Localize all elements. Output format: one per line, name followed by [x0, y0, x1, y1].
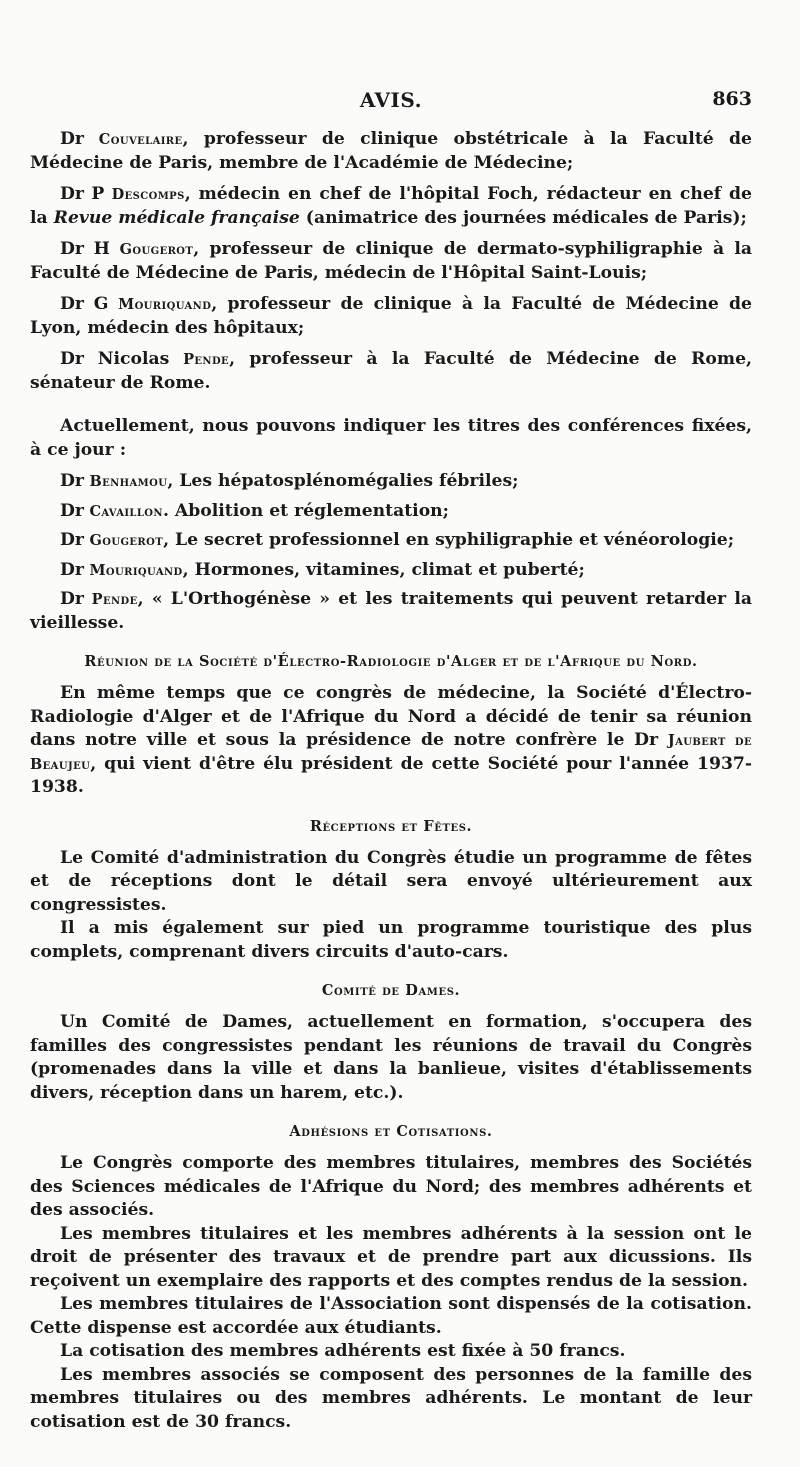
- member-initial: H: [93, 239, 110, 259]
- speaker-name: Mouriquand: [89, 561, 183, 579]
- doctor-title: Dr: [60, 294, 84, 314]
- conference-item: [30, 470, 752, 494]
- president-name: Jaubert de Beaujeu: [30, 732, 752, 773]
- adhesions-paragraph: Les membres titulaires et les membres adhérents à la session ont le droit de présenter des travaux et de prendre part aux dicussions. Ils reçoivent un exemplaire des rapports et des comptes rendus de la session.: [30, 1223, 752, 1291]
- conference-item: [30, 500, 752, 524]
- conferences-intro: Actuellement, nous pouvons indiquer les titres des conférences fixées, à ce jour :: [30, 416, 752, 460]
- member-initial: Nicolas: [97, 349, 170, 369]
- section-title-reunion: Réunion de la Société d'Électro-Radiologie d'Alger et de l'Afrique du Nord.: [84, 653, 698, 670]
- conference-topic: , Hormones, vitamines, climat et puberté;: [182, 559, 585, 580]
- speaker-name: Gougerot: [89, 532, 164, 549]
- doctor-title: Dr: [60, 349, 84, 369]
- member-description: , professeur de clinique à la Faculté de Médecine de Lyon, médecin des hôpitaux;: [30, 294, 752, 338]
- member-description: (animatrice des journées médicales de Paris);: [299, 207, 747, 228]
- conference-list: [30, 470, 752, 635]
- doctor-title: Dr: [60, 184, 84, 204]
- doctor-title: Dr: [634, 730, 659, 750]
- member-initial: G: [93, 294, 109, 314]
- conference-topic: , « L'Orthogénèse » et les traitements qui peuvent retarder la vieillesse.: [30, 589, 752, 633]
- receptions-paragraph: Le Comité d'administration du Congrès étudie un programme de fêtes et de réceptions dont le détail sera envoyé ultérieurement aux congressistes.: [30, 847, 752, 915]
- conference-topic: , Les hépatosplénomégalies fébriles;: [167, 471, 519, 491]
- page-header: [30, 88, 752, 118]
- adhesions-paragraph: Le Congrès comporte des membres titulaires, membres des Sociétés des Sciences médicales de l'Afrique du Nord; des membres adhérents et des associés.: [30, 1153, 752, 1220]
- doctor-title: Dr: [60, 530, 84, 550]
- speaker-name: Cavaillon: [89, 502, 163, 520]
- conference-item: [30, 588, 752, 635]
- reunion-text: , qui vient d'être élu président de cette Société pour l'année 1937-1938.: [30, 753, 752, 797]
- member-name: Descomps: [111, 186, 185, 203]
- reunion-paragraph: [30, 682, 752, 800]
- member-name: Couvelaire: [98, 131, 183, 148]
- member-entry: [30, 348, 752, 395]
- member-entry: [30, 293, 752, 340]
- doctor-title: Dr: [60, 589, 84, 609]
- doctor-title: Dr: [60, 559, 84, 580]
- page-number: 863: [712, 88, 752, 110]
- adhesions-paragraph: La cotisation des membres adhérents est fixée à 50 francs.: [60, 1341, 626, 1361]
- conference-item: [30, 559, 752, 583]
- adhesions-paragraph: Les membres titulaires de l'Association sont dispensés de la cotisation. Cette dispense est accordée aux étudiants.: [30, 1294, 752, 1338]
- member-entry: [30, 183, 752, 230]
- conference-topic: . Abolition et réglementation;: [162, 500, 450, 521]
- conference-topic: , Le secret professionnel en syphiligraphie et vénéorologie;: [163, 530, 735, 550]
- member-initial: P: [91, 184, 105, 204]
- member-description: , médecin en chef de l'hôpital Foch, rédacteur en chef de la: [30, 184, 752, 228]
- adhesions-paragraph: Les membres associés se composent des personnes de la famille des membres titulaires ou des membres adhérents. Le montant de leur cotisation est de 30 francs.: [30, 1364, 752, 1432]
- section-title-adhesions: Adhésions et Cotisations.: [289, 1123, 493, 1140]
- journal-title: Revue médicale française: [53, 207, 300, 228]
- member-description: , professeur de clinique obstétricale à la Faculté de Médecine de Paris, membre de l'Académie de Médecine;: [30, 129, 752, 173]
- member-description: , professeur de clinique de dermato-syphiligraphie à la Faculté de Médecine de Paris, médecin de l'Hôpital Saint-Louis;: [30, 239, 752, 283]
- member-entry: [30, 238, 752, 285]
- member-name: Pende: [183, 351, 230, 368]
- receptions-paragraph: Il a mis également sur pied un programme touristique des plus complets, comprenant divers circuits d'auto-cars.: [30, 918, 752, 962]
- section-title-dames: Comité de Dames.: [321, 982, 461, 999]
- member-name: Gougerot: [119, 241, 194, 258]
- conference-item: [30, 529, 752, 553]
- doctor-title: Dr: [60, 471, 84, 491]
- member-name: Mouriquand: [118, 296, 212, 313]
- speaker-name: Pende: [91, 591, 138, 608]
- member-entry: [30, 128, 752, 175]
- dames-paragraph: Un Comité de Dames, actuellement en formation, s'occupera des familles des congressistes pendant les réunions de travail du Congrès (promenades dans la ville et dans la banlieue, visites d'établissements divers, réception dans un harem, etc.).: [30, 1012, 752, 1103]
- speaker-name: Benhamou: [89, 473, 168, 490]
- document-body: [30, 128, 752, 1434]
- reunion-text: En même temps que ce congrès de médecine, la Société d'Électro-Radiologie d'Alger et de l'Afrique du Nord a décidé de tenir sa réunion dans notre ville et sous la présidence de notre confrère le: [30, 683, 752, 750]
- member-description: , professeur à la Faculté de Médecine de Rome, sénateur de Rome.: [30, 349, 753, 393]
- section-title-receptions: Réceptions et Fêtes.: [309, 817, 473, 835]
- running-title: AVIS.: [359, 88, 423, 112]
- doctor-title: Dr: [60, 129, 84, 149]
- doctor-title: Dr: [60, 500, 84, 521]
- doctor-title: Dr: [60, 239, 84, 259]
